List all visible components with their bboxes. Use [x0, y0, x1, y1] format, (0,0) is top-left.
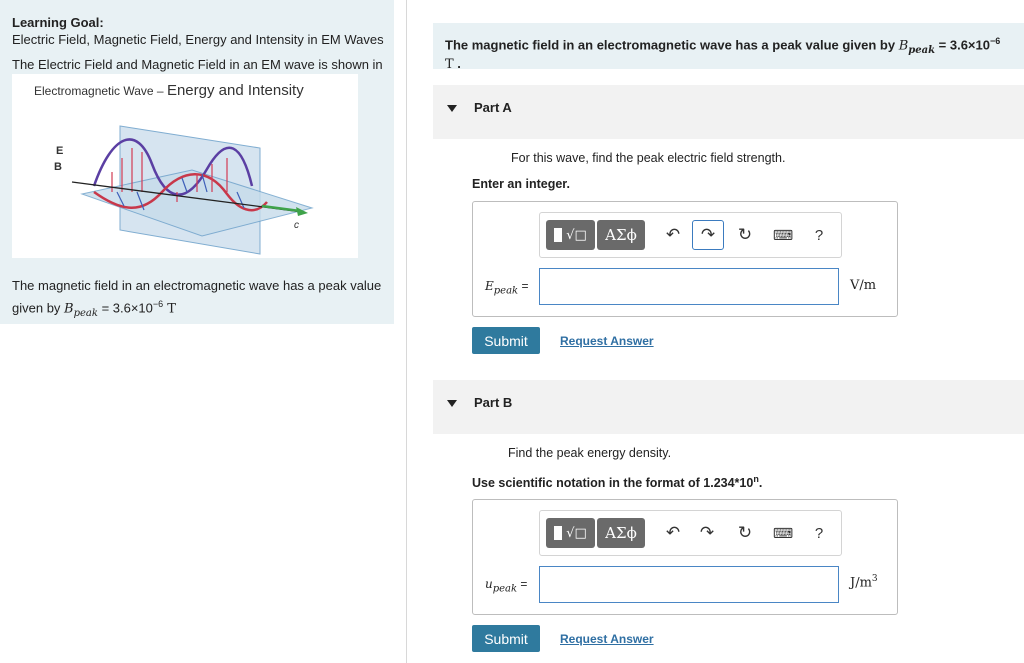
part-a-question: For this wave, find the peak electric field strength. [511, 151, 786, 165]
part-a-instruction: Enter an integer. [472, 177, 570, 191]
part-b-answer-box [472, 499, 898, 615]
math-toolbar [539, 510, 842, 556]
part-a-submit-button[interactable]: Submit [472, 327, 540, 354]
undo-icon[interactable]: ↶ [665, 225, 681, 244]
part-b-header[interactable] [433, 380, 1024, 434]
u-peak-input[interactable] [539, 566, 839, 603]
label-b: B [54, 161, 62, 173]
greek-symbols-button[interactable]: ΑΣϕ [597, 220, 645, 250]
part-b-submit-button[interactable]: Submit [472, 625, 540, 652]
keyboard-icon[interactable]: ⌨ [772, 524, 794, 541]
e-peak-label: $E_{peak}$ = [485, 279, 529, 297]
math-toolbar [539, 212, 842, 258]
help-icon[interactable]: ? [814, 226, 824, 244]
figure-title: Electromagnetic Wave – Energy and Intensity [34, 82, 304, 99]
learning-goal-panel [0, 0, 394, 324]
templates-button[interactable]: √□ [546, 220, 595, 250]
e-peak-input[interactable] [539, 268, 839, 305]
part-b-request-answer-link[interactable]: Request Answer [560, 632, 654, 646]
help-icon[interactable]: ? [814, 524, 824, 542]
label-e: E [56, 145, 64, 157]
part-a-header[interactable] [433, 85, 1024, 139]
intro-text: The Electric Field and Magnetic Field in an EM wave is shown in [12, 57, 383, 72]
learning-goal-title: Learning Goal: [12, 15, 104, 30]
templates-button[interactable]: √□ [546, 518, 595, 548]
part-b-label: Part B [474, 395, 513, 410]
part-b-instruction: Use scientific notation in the format of 1.234*10$^n$. [472, 474, 763, 491]
em-wave-figure [12, 74, 358, 258]
reset-icon[interactable]: ↻ [737, 523, 753, 542]
greek-symbols-button[interactable]: ΑΣϕ [597, 518, 645, 548]
part-b-question: Find the peak energy density. [508, 446, 672, 460]
learning-goal-subtitle: Electric Field, Magnetic Field, Energy and Intensity in EM Waves [12, 32, 384, 47]
keyboard-icon[interactable]: ⌨ [772, 226, 794, 243]
undo-icon[interactable]: ↶ [665, 523, 681, 542]
problem-statement: The magnetic field in an electromagnetic wave has a peak value given by $B_{peak} = 3.6\times 10^{-6}$ T . [433, 23, 1024, 69]
left-question: The magnetic field in an electromagnetic wave has a peak value given by $B_{peak} = 3.6\times 10^{-6}$ T [12, 278, 382, 319]
em-wave-diagram [12, 74, 358, 258]
part-a-answer-box [472, 201, 898, 317]
u-peak-label: $u_{peak}$ = [485, 577, 528, 595]
label-c: c [294, 220, 299, 231]
redo-icon[interactable]: ↷ [699, 523, 715, 542]
part-a-unit: V/m [850, 278, 877, 293]
part-b-unit: $J/m^3$ [850, 574, 878, 591]
part-a-request-answer-link[interactable]: Request Answer [560, 334, 654, 348]
redo-icon[interactable]: ↷ [692, 220, 724, 250]
collapse-triangle-icon[interactable] [447, 105, 457, 112]
collapse-triangle-icon[interactable] [447, 400, 457, 407]
column-divider [406, 0, 407, 663]
part-a-label: Part A [474, 100, 512, 115]
reset-icon[interactable]: ↻ [737, 225, 753, 244]
